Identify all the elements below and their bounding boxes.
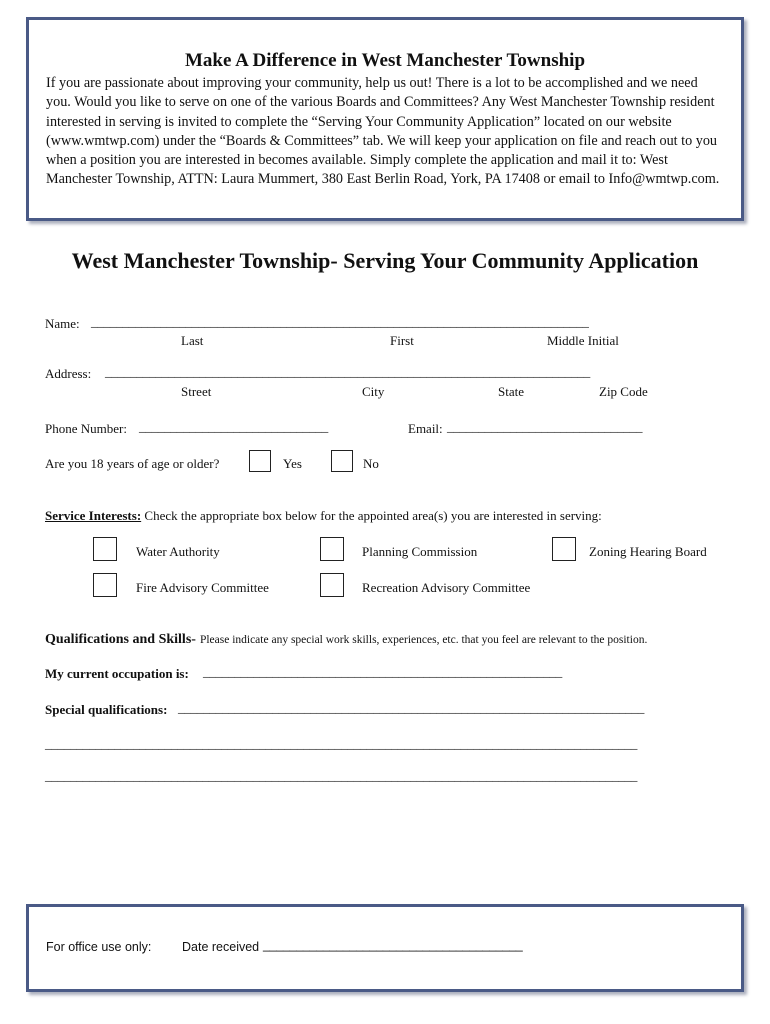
age-question: Are you 18 years of age or older? <box>45 456 220 471</box>
date-received-field[interactable]: _______________________________________ <box>263 938 523 952</box>
qualifications-heading: Qualifications and Skills- <box>45 632 196 647</box>
name-first-caption: First <box>390 333 414 348</box>
office-use-label: For office use only: <box>46 940 152 954</box>
address-label: Address: <box>45 366 92 381</box>
service-interests-instruction: Check the appropriate box below for the appointed area(s) you are interested in serving: <box>144 508 602 523</box>
intro-body: If you are passionate about improving your community, help us out! There is a lot to be accomplished and we need you. Would you like to serve on one of the various Boards and Committees? Any West Manchester Township resident interested in serving is invited to complete the “Serving Your Community Application” located on our website (www.wmtwp.com) under the “Boards & Committees” tab. We will keep your application on file and reach out to you when a position you are interested in becomes available. Simply complete the application and mail it to: West Manchester Township, ATTN: Laura Mummert, 380 East Berlin Road, York, PA 17408 or email to Info@wmtwp.com. <box>46 75 720 188</box>
date-received-label: Date received <box>182 940 260 954</box>
occupation-field[interactable]: _________________________________________________________ <box>203 664 563 679</box>
qualifications-extra-line-2[interactable]: ______________________________________________________________________________________________ <box>45 768 638 783</box>
name-label: Name: <box>45 316 80 331</box>
office-use-box <box>26 904 744 992</box>
special-qualifications-field[interactable]: __________________________________________________________________________ <box>178 700 645 715</box>
name-last-caption: Last <box>181 333 204 348</box>
fire-advisory-committee-checkbox[interactable] <box>93 573 117 597</box>
address-city-caption: City <box>362 384 385 399</box>
address-zip-caption: Zip Code <box>599 384 648 399</box>
age-yes-label: Yes <box>283 456 302 471</box>
service-interests-row <box>45 508 602 524</box>
qualifications-extra-line-1[interactable]: ______________________________________________________________________________________________ <box>45 736 638 751</box>
zoning-hearing-board-checkbox[interactable] <box>552 537 576 561</box>
occupation-label: My current occupation is: <box>45 666 189 681</box>
service-interests-heading: Service Interests: <box>45 508 142 523</box>
water-authority-checkbox[interactable] <box>93 537 117 561</box>
address-state-caption: State <box>498 384 524 399</box>
form-title: West Manchester Township- Serving Your Community Application <box>71 248 699 273</box>
name-middle-caption: Middle Initial <box>547 333 619 348</box>
water-authority-label: Water Authority <box>136 544 220 559</box>
phone-field[interactable]: ______________________________ <box>139 419 329 434</box>
name-field[interactable]: _______________________________________________________________________________ <box>91 314 589 329</box>
recreation-advisory-committee-checkbox[interactable] <box>320 573 344 597</box>
zoning-hearing-board-label: Zoning Hearing Board <box>589 544 707 559</box>
phone-label: Phone Number: <box>45 421 127 436</box>
intro-box <box>26 17 744 221</box>
fire-advisory-committee-label: Fire Advisory Committee <box>136 580 269 595</box>
age-no-checkbox[interactable] <box>331 450 353 472</box>
address-street-caption: Street <box>181 384 212 399</box>
email-field[interactable]: _______________________________ <box>447 419 643 434</box>
qualifications-row <box>45 630 647 648</box>
qualifications-instruction: Please indicate any special work skills, experiences, etc. that you feel are relevant to the position. <box>199 634 648 646</box>
age-no-label: No <box>363 456 379 471</box>
planning-commission-checkbox[interactable] <box>320 537 344 561</box>
intro-title: Make A Difference in West Manchester Township <box>184 50 586 71</box>
address-field[interactable]: _____________________________________________________________________________ <box>105 364 591 379</box>
age-yes-checkbox[interactable] <box>249 450 271 472</box>
recreation-advisory-committee-label: Recreation Advisory Committee <box>362 580 531 595</box>
special-qualifications-label: Special qualifications: <box>45 702 168 717</box>
planning-commission-label: Planning Commission <box>362 544 478 559</box>
email-label: Email: <box>408 421 443 436</box>
